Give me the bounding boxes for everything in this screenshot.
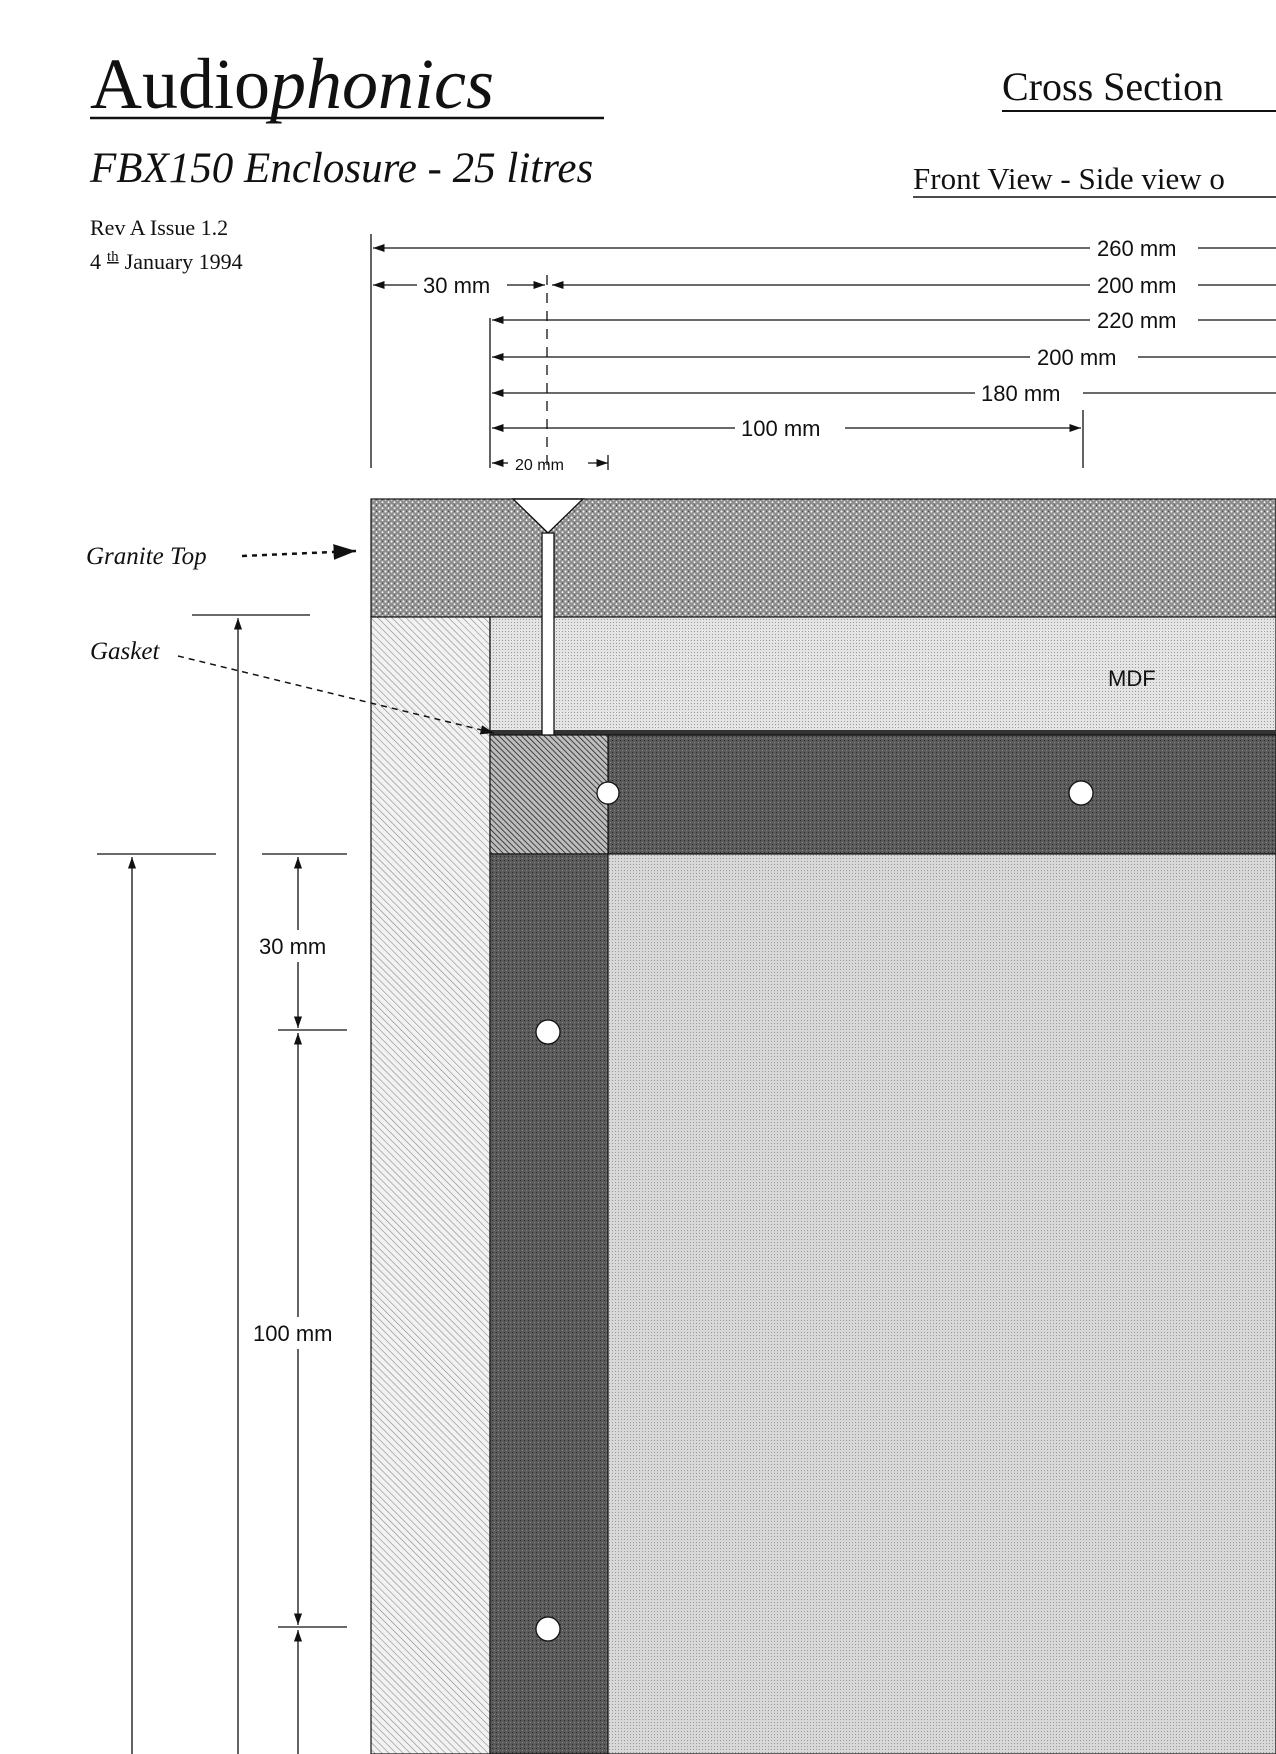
dim-30-top: 30 mm [423,273,491,298]
gasket-label: Gasket [90,638,160,665]
view-title: Front View - Side view o [913,161,1225,196]
side-dimension-lines [97,615,347,1754]
dim-30-side: 30 mm [259,934,327,959]
mdf-panel [490,617,1276,735]
fixing-hole [597,782,619,804]
mdf-label: MDF [1108,666,1156,691]
date-text: 4 $^{th}$ January 1994 [90,249,243,274]
granite-top [371,499,1276,617]
revision-text: Rev A Issue 1.2 [90,215,229,240]
gasket-strip [490,730,1276,735]
dim-260: 260 mm [1097,236,1177,261]
top-batten [608,735,1276,854]
top-dimension-lines [371,234,1276,470]
granite-label: Granite Top [86,543,207,570]
dim-200-a: 200 mm [1097,273,1177,298]
fixing-hole [1069,781,1093,805]
side-panel [371,617,490,1754]
brand-italic: phonics [270,44,494,124]
enclosure-interior [608,854,1276,1754]
top-dimension-labels [423,236,1176,474]
fixing-hole [536,1617,560,1641]
side-dimension-labels [253,934,332,1346]
dim-20: 20 mm [515,457,564,474]
dim-220: 220 mm [1097,308,1177,333]
fixing-hole [536,1020,560,1044]
dim-180: 180 mm [981,381,1061,406]
brand-plain: Audio [90,44,270,124]
subtitle: FBX150 Enclosure - 25 litres [90,145,594,192]
dim-100-side: 100 mm [253,1321,333,1346]
dim-200-b: 200 mm [1037,345,1117,370]
screw-shank [542,533,554,735]
section-title: Cross Section [1002,64,1224,109]
dim-100-top: 100 mm [741,416,821,441]
corner-block [490,735,608,854]
granite-leader [242,551,356,556]
brand-title [90,44,494,124]
